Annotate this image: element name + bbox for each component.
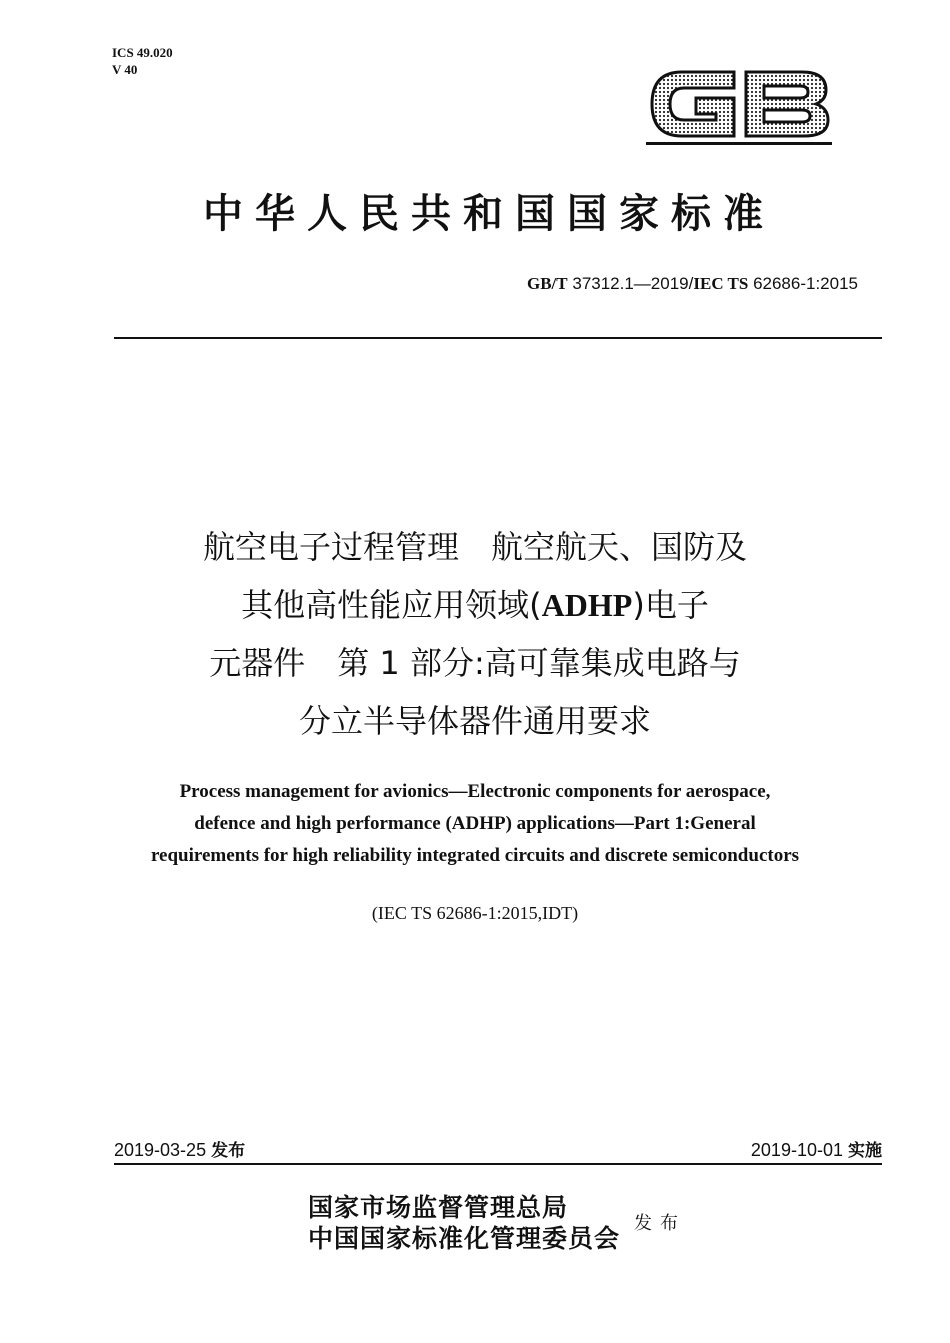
issue-date	[114, 1136, 245, 1161]
std-number-value: 37312.1—2019/	[572, 274, 694, 293]
chinese-title-line-4: 分立半导体器件通用要求	[298, 702, 651, 740]
ics-code: ICS 49.020	[112, 45, 173, 60]
effective-date-value: 2019-10-01	[750, 1140, 843, 1160]
national-standard-title: 中华人民共和国国家标准	[203, 190, 775, 237]
gb-logo-icon	[646, 58, 832, 150]
chinese-title-adhp: ADHP	[541, 587, 633, 623]
effective-date	[751, 1136, 882, 1161]
issue-date-value: 2019-03-25	[114, 1140, 207, 1160]
std-prefix: GB/T	[527, 274, 568, 293]
ics-classification	[112, 44, 173, 78]
english-title-line-3: requirements for high reliability integrated circuits and discrete semiconductors	[150, 845, 800, 866]
equivalence-statement: (IEC TS 62686-1:2015,IDT)	[371, 903, 579, 923]
chinese-title-line-2a: 其他高性能应用领域(	[241, 586, 542, 624]
standard-number	[527, 274, 858, 294]
chinese-title-line-1: 航空电子过程管理 航空航天、国防及	[202, 528, 747, 566]
ccs-code: V 40	[112, 62, 138, 77]
chinese-title	[0, 518, 950, 750]
issuer-action-label: 发布	[634, 1213, 686, 1234]
chinese-title-line-2b: )电子	[632, 586, 709, 624]
issuer-samr: 国家市场监督管理总局	[308, 1193, 569, 1222]
chinese-title-line-2	[0, 576, 950, 634]
top-divider	[114, 337, 882, 339]
issuing-authorities	[308, 1192, 620, 1254]
bottom-divider	[114, 1163, 882, 1165]
iec-number-value: 62686-1:2015	[753, 274, 858, 293]
effective-date-label: 实施	[848, 1141, 882, 1161]
english-title	[0, 776, 950, 872]
issuer-sac: 中国国家标准化管理委员会	[308, 1224, 621, 1253]
english-title-line-1: Process management for avionics—Electronic components for aerospace,	[179, 781, 771, 802]
english-title-line-2: defence and high performance (ADHP) applications—Part 1:General	[194, 813, 756, 834]
issue-date-label: 发布	[211, 1141, 246, 1161]
iec-prefix: IEC TS	[693, 274, 749, 293]
chinese-title-line-3: 元器件 第 1 部分:高可靠集成电路与	[209, 644, 741, 682]
